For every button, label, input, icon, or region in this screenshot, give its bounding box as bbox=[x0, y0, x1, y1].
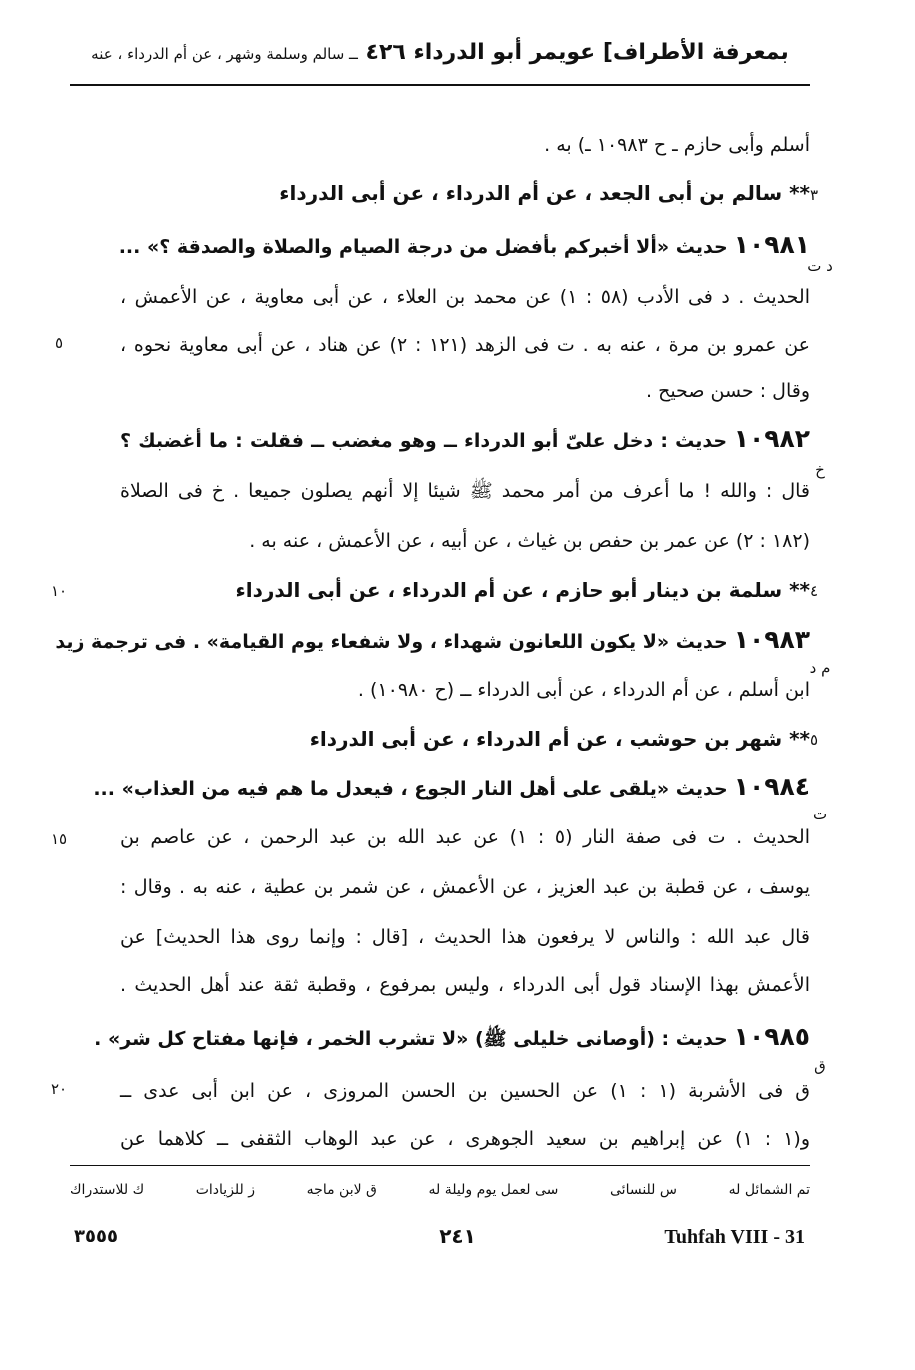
hadith-number: ١٠٩٨٥ bbox=[733, 1022, 810, 1051]
line-number: ١٠ bbox=[50, 582, 68, 600]
hadith-line bbox=[93, 772, 810, 804]
hadith-text: حديث : (أوصانى خليلى ﷺ) «لا تشرب الخمر ، فإنها مفتاح كل شر» . bbox=[94, 1028, 728, 1050]
text-line: قال عبد الله : والناس لا يرفعون هذا الحديث ، [قال : وإنما روى هذا الحديث] عن bbox=[120, 926, 810, 948]
hadith-number: ١٠٩٨٣ bbox=[733, 625, 810, 654]
text-line: ق فى الأشربة (١ : ١) عن الحسين بن الحسن المروزى ، عن ابن أبى عدى ــ bbox=[120, 1080, 811, 1102]
hadith-line bbox=[120, 230, 810, 262]
running-header bbox=[70, 40, 810, 86]
line-number: ١٥ bbox=[50, 830, 68, 848]
section-heading: ** سلمة بن دينار أبو حازم ، عن أم الدرداء ، عن أبى الدرداء bbox=[235, 578, 810, 602]
hadith-text: حديث «لا يكون اللعانون شهداء ، ولا شفعاء يوم القيامة» . فى ترجمة زيد bbox=[55, 631, 728, 653]
hadith-number: ١٠٩٨٤ bbox=[733, 772, 810, 801]
line-number: ٥ bbox=[54, 334, 64, 352]
source-sigla: ق bbox=[814, 1057, 826, 1075]
text-line: قال : والله ! ما أعرف من أمر محمد ﷺ شيئا إلا أنهم يصلون جميعا . خ فى الصلاة bbox=[120, 480, 810, 502]
text-line: أسلم وأبى حازم ـ ح ١٠٩٨٣ ـ) به . bbox=[544, 134, 810, 156]
text-line: الحديث . ت فى صفة النار (٥ : ١) عن عبد الله بن عبد الرحمن ، عن عاصم بن bbox=[120, 826, 810, 848]
abbr-item: س للنسائى bbox=[610, 1182, 677, 1198]
hadith-line bbox=[55, 625, 810, 657]
volume-label: Tuhfah VIII - 31 bbox=[664, 1226, 805, 1248]
abbr-item: ك للاستدراك bbox=[70, 1182, 145, 1198]
abbr-item: تم الشمائل له bbox=[728, 1182, 810, 1198]
hadith-line bbox=[120, 424, 810, 456]
abbr-item: ز للزيادات bbox=[195, 1182, 256, 1198]
source-sigla: د ت bbox=[807, 257, 833, 275]
hadith-number: ١٠٩٨٢ bbox=[733, 424, 810, 453]
header-sub: ــ سالم وسلمة وشهر ، عن أم الدرداء ، عنه bbox=[91, 45, 358, 63]
text-line: ابن أسلم ، عن أم الدرداء ، عن أبى الدرداء ــ (ح ١٠٩٨٠) . bbox=[357, 679, 810, 701]
section-heading: ** سالم بن أبى الجعد ، عن أم الدرداء ، عن أبى الدرداء bbox=[279, 181, 810, 205]
text-line: عن عمرو بن مرة ، عنه به . ت فى الزهد (١٢١ : ٢) عن هناد ، عن أبى معاوية نحوه ، bbox=[120, 334, 811, 356]
footer-rule bbox=[70, 1165, 810, 1166]
abbr-item: ق لابن ماجه bbox=[306, 1182, 377, 1198]
text-line: الحديث . د فى الأدب (٥٨ : ١) عن محمد بن العلاء ، عن أبى معاوية ، عن الأعمش ، bbox=[120, 286, 811, 308]
text-line: الأعمش بهذا الإسناد قول أبى الدرداء ، وليس بمرفوع ، وقطبة ثقة عند أهل الحديث . bbox=[120, 974, 810, 996]
text-line: (١٨٢ : ٢) عن عمر بن حفص بن غياث ، عن أبيه ، عن الأعمش ، عنه به . bbox=[249, 530, 810, 552]
hadith-text: حديث : دخل علىّ أبو الدرداء ــ وهو مغضب ــ فقلت : ما أغضبك ؟ bbox=[120, 430, 728, 452]
serial-number: ٣٥٥٥ bbox=[74, 1226, 118, 1247]
line-number: ٢٠ bbox=[50, 1080, 68, 1098]
section-number: ٥ bbox=[809, 731, 819, 749]
source-sigla: خ bbox=[815, 461, 825, 479]
hadith-text: حديث «ألا أخبركم بأفضل من درجة الصيام والصلاة والصدقة ؟» ... bbox=[118, 236, 728, 258]
header-main: بمعرفة الأطراف] عويمر أبو الدرداء ٤٢٦ bbox=[365, 40, 789, 65]
section-number: ٣ bbox=[809, 186, 819, 204]
abbreviation-key bbox=[70, 1182, 810, 1206]
hadith-line bbox=[94, 1022, 810, 1054]
page-number: ٢٤١ bbox=[439, 1224, 476, 1248]
text-line: وقال : حسن صحيح . bbox=[645, 380, 810, 402]
hadith-number: ١٠٩٨١ bbox=[733, 230, 810, 259]
source-sigla: م د bbox=[809, 659, 831, 677]
section-heading: ** شهر بن حوشب ، عن أم الدرداء ، عن أبى الدرداء bbox=[309, 727, 810, 751]
text-line: يوسف ، عن قطبة بن عبد العزيز ، عن الأعمش ، عن شمر بن عطية ، عنه به . وقال : bbox=[120, 876, 810, 898]
abbr-item: سى لعمل يوم وليلة له bbox=[428, 1182, 559, 1198]
text-line: و(١ : ١) عن إبراهيم بن سعيد الجوهرى ، عن عبد الوهاب الثقفى ــ كلاهما عن bbox=[120, 1128, 810, 1150]
section-number: ٤ bbox=[809, 582, 819, 600]
source-sigla: ت bbox=[812, 805, 828, 823]
hadith-text: حديث «يلقى على أهل النار الجوع ، فيعدل ما هم فيه من العذاب» ... bbox=[93, 778, 728, 800]
